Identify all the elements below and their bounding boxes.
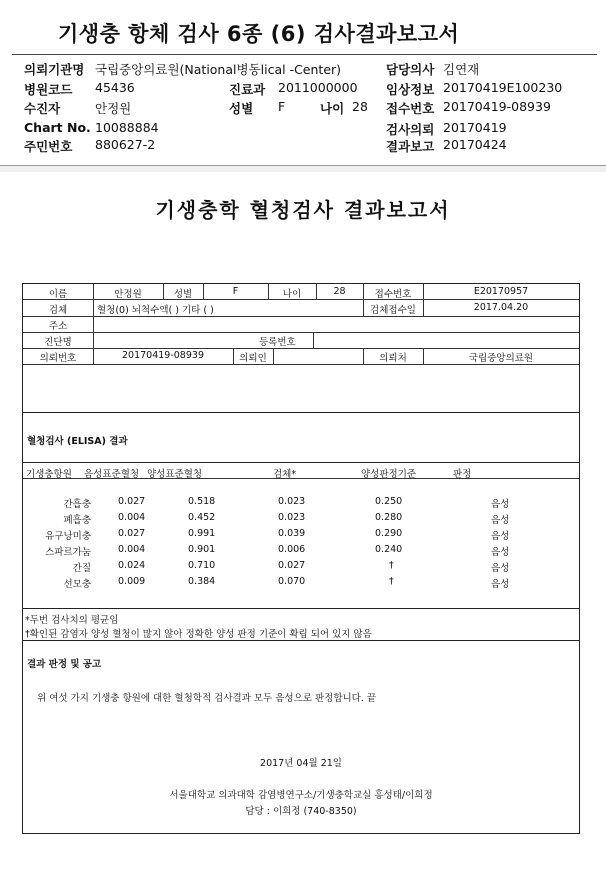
doctor-label: 담당의사 [386,62,435,77]
age-value: 28 [352,99,368,114]
ssn-label: 주민번호 [24,139,73,154]
registration-label: 등록번호 [259,337,296,348]
row-sample: 0.006 [278,544,306,555]
section-title: 혈청검사 (ELISA) 결과 [27,436,128,447]
col-antigen: 기생충항원 [26,469,72,480]
form-receipt-value: E20170957 [473,286,529,297]
diagnosis-label: 진단명 [44,337,72,348]
footnote-average: *두번 검사치의 평균임 [25,615,119,626]
row-sample: 0.023 [278,512,306,523]
report-header [0,0,606,166]
conclusion-text: 위 여섯 가지 기생충 항원에 대한 혈청학적 검사결과 모두 음성으로 판정합니다. 끝 [37,693,377,704]
row-antigen: 간흡충 [63,499,91,510]
row-antigen: 스파르가눔 [45,547,91,558]
dept-value: 2011000000 [278,80,358,95]
table-row [23,544,579,560]
receipt-no-label: 접수번호 [386,101,435,116]
row-pos: 0.901 [188,544,216,555]
clinical-value: 20170419E100230 [443,80,563,95]
header-underline [23,478,579,479]
form-receipt-label: 접수번호 [374,289,412,300]
grid-line [23,640,579,641]
grid-line [23,348,579,349]
name-label: 이름 [48,289,68,300]
requester-org-value: 국립중앙의료원 [468,353,534,364]
table-row [23,560,579,576]
request-label: 검사의뢰 [386,122,435,137]
row-neg: 0.024 [118,560,146,571]
age-label: 나이 [320,101,345,116]
hospital-code-label: 병원코드 [24,82,73,97]
chart-value: 10088884 [95,120,159,135]
doctor-value: 김연재 [443,62,480,77]
row-pos: 0.518 [188,496,216,507]
row-result: 음성 [491,547,510,558]
row-pos: 0.452 [188,512,216,523]
row-sample: 0.023 [278,496,306,507]
row-neg: 0.004 [118,544,146,555]
col-cutoff: 양성판정기준 [361,469,417,480]
row-cutoff: † [389,560,394,571]
row-sample: 0.070 [278,576,306,587]
row-cutoff: 0.290 [375,528,403,539]
specimen-date-value: 2017.04.20 [473,302,529,313]
signature: 서울대학교 의과대학 감염병연구소/기생충학교실 홍성태/이희정 [169,790,433,801]
grid-line [23,364,579,365]
receipt-no-value: 20170419-08939 [443,99,551,114]
row-cutoff: 0.240 [375,544,403,555]
row-antigen: 선모충 [63,579,91,590]
form-age-label: 나이 [282,289,302,300]
name-value: 안정원 [114,289,142,300]
dept-label: 진료과 [229,82,266,97]
row-result: 음성 [491,499,510,510]
row-neg: 0.004 [118,512,146,523]
form-sex-value: F [232,286,239,297]
form-sex-label: 성별 [173,289,193,300]
row-result: 음성 [491,563,510,574]
contact: 담당 : 이희정 (740-8350) [245,806,357,817]
sex-value: F [278,99,286,114]
request-value: 20170419 [443,120,507,135]
chart-label: Chart No. [24,120,91,135]
sex-label: 성별 [229,101,254,116]
table-row [23,576,579,592]
hospital-code-value: 45436 [95,80,135,95]
header-divider [12,54,597,55]
request-no-value: 20170419-08939 [121,350,204,361]
row-result: 음성 [491,531,510,542]
table-row [23,512,579,528]
row-cutoff: 0.280 [375,512,403,523]
grid-line [273,348,274,364]
request-no-label: 의뢰번호 [39,353,77,364]
report-date-label: 결과보고 [386,139,435,154]
row-antigen: 폐흡충 [63,515,91,526]
row-cutoff: † [389,576,394,587]
ssn-value: 880627-2 [95,137,156,152]
col-neg-std: 음성표준혈청 [84,469,140,480]
row-neg: 0.027 [118,528,146,539]
grid-line [313,332,314,348]
row-neg: 0.027 [118,496,146,507]
table-row [23,528,579,544]
table-row [23,496,579,512]
institution-label: 의뢰기관명 [24,62,85,77]
report-title: 기생충학 혈청검사 결과보고서 [155,198,451,222]
row-sample: 0.039 [278,528,306,539]
col-sample: 검체* [273,469,297,480]
form-age-value: 28 [333,286,346,297]
row-sample: 0.027 [278,560,306,571]
specimen-label: 검체 [48,305,68,316]
report-date: 2017년 04월 21일 [260,758,342,769]
scanned-report [0,172,606,885]
requester-org-label: 의뢰처 [379,353,407,364]
row-cutoff: 0.250 [375,496,403,507]
address-label: 주소 [48,321,68,332]
recipient-value: 안정원 [95,101,132,116]
grid-line [23,316,579,317]
requester-label: 의뢰인 [239,353,267,364]
row-result: 음성 [491,515,510,526]
grid-line [23,462,579,463]
institution-value: 국립중앙의료원(National병동lical -Center) [95,62,342,77]
footnote-cutoff: †확인된 감염자 양성 혈청이 많지 않아 정확한 양성 판정 기준이 확립 되어 있지 않음 [25,629,372,640]
grid-line [23,332,579,333]
specimen-date-label: 검체접수일 [370,305,416,316]
col-pos-std: 양성표준혈청 [147,469,203,480]
col-judgement: 판정 [453,469,472,480]
header-title: 기생충 항체 검사 6종 (6) 검사결과보고서 [58,22,460,46]
row-pos: 0.991 [188,528,216,539]
row-neg: 0.009 [118,576,146,587]
grid-line [23,608,579,609]
row-antigen: 유구낭미충 [45,531,91,542]
row-result: 음성 [491,579,510,590]
row-pos: 0.384 [188,576,216,587]
report-date-value: 20170424 [443,137,507,152]
specimen-value: 혈청(0) 뇌척수액( ) 기타 ( ) [97,305,214,316]
conclusion-title: 결과 판정 및 공고 [27,659,102,670]
row-antigen: 간질 [72,563,91,574]
recipient-label: 수진자 [24,101,61,116]
clinical-label: 임상정보 [386,82,435,97]
report-form [22,283,580,834]
grid-line [23,412,579,413]
row-pos: 0.710 [188,560,216,571]
